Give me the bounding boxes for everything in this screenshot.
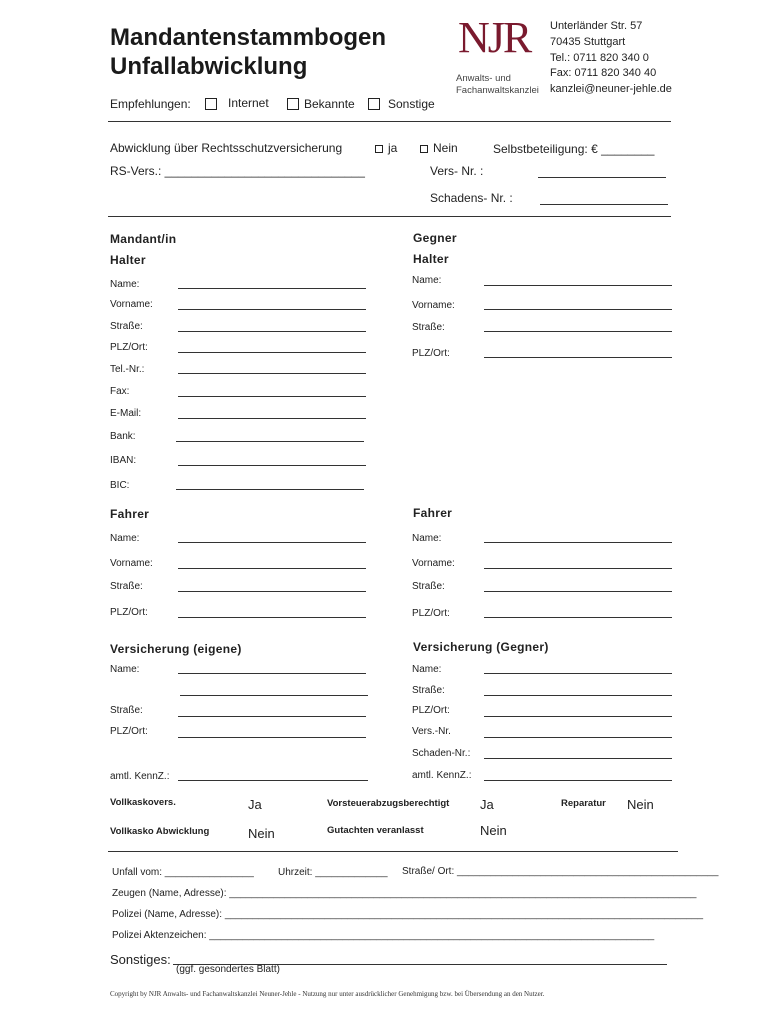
field-label: Straße: bbox=[110, 321, 143, 332]
vers-nr-label: Vers- Nr. : bbox=[430, 164, 484, 178]
field-line[interactable] bbox=[484, 591, 672, 592]
nein-checkbox[interactable] bbox=[420, 145, 428, 153]
field-label: PLZ/Ort: bbox=[110, 342, 148, 353]
vollkasko-value[interactable]: Ja bbox=[248, 797, 262, 812]
vorsteuer-label: Vorsteuerabzugsberechtigt bbox=[327, 798, 450, 809]
field-line[interactable] bbox=[484, 780, 672, 781]
unfall-vom-field[interactable]: Unfall vom: ________________ bbox=[112, 867, 254, 878]
vers-nr-line[interactable] bbox=[538, 177, 666, 178]
versicherung-eigene-heading: Versicherung (eigene) bbox=[110, 642, 242, 656]
field-line[interactable] bbox=[178, 591, 366, 592]
field-label: Name: bbox=[412, 664, 442, 675]
address-city: 70435 Stuttgart bbox=[550, 36, 626, 48]
field-label: amtl. KennZ.: bbox=[110, 771, 170, 782]
field-label: Name: bbox=[110, 533, 140, 544]
ja-label: ja bbox=[388, 141, 398, 155]
field-line[interactable] bbox=[484, 542, 672, 543]
gegner-heading: Gegner bbox=[413, 231, 457, 245]
fahrer-right-heading: Fahrer bbox=[413, 506, 453, 520]
bekannte-checkbox[interactable] bbox=[287, 98, 299, 110]
field-label: Vorname: bbox=[110, 299, 153, 310]
bekannte-label: Bekannte bbox=[304, 97, 355, 111]
field-label: Name: bbox=[412, 275, 442, 286]
fahrer-left-heading: Fahrer bbox=[110, 507, 150, 521]
field-line[interactable] bbox=[178, 465, 366, 466]
field-line[interactable] bbox=[484, 568, 672, 569]
field-line[interactable] bbox=[178, 673, 366, 674]
strasse-ort-field[interactable]: Straße/ Ort: _______________________________________________ bbox=[402, 866, 719, 877]
field-label: Bank: bbox=[110, 431, 136, 442]
field-label: Name: bbox=[110, 279, 140, 290]
address-fax: Fax: 0711 820 340 40 bbox=[550, 67, 657, 79]
gutachten-label: Gutachten veranlasst bbox=[327, 825, 424, 836]
field-line[interactable] bbox=[176, 441, 364, 442]
sonstiges-note: (ggf. gesondertes Blatt) bbox=[176, 964, 280, 975]
field-label: Vorname: bbox=[412, 558, 455, 569]
rs-vers-field[interactable]: RS-Vers.: ______________________________ bbox=[110, 164, 365, 178]
ja-checkbox[interactable] bbox=[375, 145, 383, 153]
address-street: Unterländer Str. 57 bbox=[550, 20, 643, 32]
sonstiges-label: Sonstiges: bbox=[110, 952, 171, 967]
field-label: amtl. KennZ.: bbox=[412, 770, 472, 781]
field-line[interactable] bbox=[484, 716, 672, 717]
field-line[interactable] bbox=[176, 489, 364, 490]
field-line[interactable] bbox=[178, 716, 366, 717]
field-line[interactable] bbox=[178, 542, 366, 543]
field-line[interactable] bbox=[484, 758, 672, 759]
field-label: Straße: bbox=[412, 322, 445, 333]
field-label: Vers.-Nr. bbox=[412, 726, 451, 737]
field-label: E-Mail: bbox=[110, 408, 142, 419]
divider bbox=[108, 851, 678, 852]
field-label: PLZ/Ort: bbox=[110, 607, 148, 618]
field-line[interactable] bbox=[484, 617, 672, 618]
divider bbox=[108, 121, 671, 122]
uhrzeit-field[interactable]: Uhrzeit: _____________ bbox=[278, 867, 388, 878]
field-label: PLZ/Ort: bbox=[412, 705, 450, 716]
field-line[interactable] bbox=[178, 568, 366, 569]
field-label: Vorname: bbox=[412, 300, 455, 311]
field-label: Straße: bbox=[412, 581, 445, 592]
zeugen-field[interactable]: Zeugen (Name, Adresse): ____________________________________________________________________________________ bbox=[112, 888, 697, 899]
address-email: kanzlei@neuner-jehle.de bbox=[550, 83, 672, 95]
schaden-nr-line[interactable] bbox=[540, 204, 668, 205]
field-line[interactable] bbox=[178, 737, 366, 738]
field-line[interactable] bbox=[178, 396, 366, 397]
logo-sub-1: Anwalts- und bbox=[456, 73, 511, 84]
field-label: Fax: bbox=[110, 386, 130, 397]
field-line[interactable] bbox=[178, 780, 368, 781]
field-line[interactable] bbox=[178, 309, 366, 310]
njr-logo: NJR bbox=[458, 13, 531, 62]
field-line[interactable] bbox=[484, 285, 672, 286]
field-line[interactable] bbox=[484, 673, 672, 674]
polizei-aktenzeichen-field[interactable]: Polizei Aktenzeichen: ________________________________________________________________________________ bbox=[112, 930, 655, 941]
field-line[interactable] bbox=[178, 418, 366, 419]
sonstige-checkbox[interactable] bbox=[368, 98, 380, 110]
internet-checkbox[interactable] bbox=[205, 98, 217, 110]
field-label: Straße: bbox=[110, 581, 143, 592]
field-label: PLZ/Ort: bbox=[110, 726, 148, 737]
selbstbeteiligung-field[interactable]: Selbstbeteiligung: € ________ bbox=[493, 142, 655, 156]
mandant-heading: Mandant/in bbox=[110, 232, 177, 246]
field-line[interactable] bbox=[178, 373, 366, 374]
field-label: IBAN: bbox=[110, 455, 137, 466]
field-label: Straße: bbox=[110, 705, 143, 716]
field-line[interactable] bbox=[484, 695, 672, 696]
field-label: PLZ/Ort: bbox=[412, 348, 450, 359]
field-line[interactable] bbox=[484, 331, 672, 332]
field-label: Name: bbox=[110, 664, 140, 675]
nein-label: Nein bbox=[433, 141, 458, 155]
logo-sub-2: Fachanwaltskanzlei bbox=[456, 85, 539, 96]
field-line[interactable] bbox=[178, 617, 366, 618]
internet-label: Internet bbox=[228, 96, 269, 110]
vollkasko-label: Vollkaskovers. bbox=[110, 797, 176, 808]
page-title-line2: Unfallabwicklung bbox=[110, 53, 308, 80]
field-label: BIC: bbox=[110, 480, 130, 491]
divider bbox=[108, 216, 671, 217]
rechtsschutz-label: Abwicklung über Rechtsschutzversicherung bbox=[110, 141, 343, 155]
page-title-line1: Mandantenstammbogen bbox=[110, 24, 387, 51]
field-line[interactable] bbox=[484, 309, 672, 310]
field-line[interactable] bbox=[178, 352, 366, 353]
vorsteuer-value[interactable]: Ja bbox=[480, 797, 494, 812]
field-label: Tel.-Nr.: bbox=[110, 364, 145, 375]
field-label: Vorname: bbox=[110, 558, 153, 569]
field-line[interactable] bbox=[484, 737, 672, 738]
field-line[interactable] bbox=[484, 357, 672, 358]
halter-right-heading: Halter bbox=[413, 252, 449, 266]
field-label: Schaden-Nr.: bbox=[412, 748, 471, 759]
vk-abwicklung-label: Vollkasko Abwicklung bbox=[110, 826, 210, 837]
gutachten-value[interactable]: Nein bbox=[480, 823, 507, 838]
versicherung-gegner-heading: Versicherung (Gegner) bbox=[413, 640, 549, 654]
recommendations-label: Empfehlungen: bbox=[110, 97, 191, 111]
halter-left-heading: Halter bbox=[110, 253, 146, 267]
schaden-nr-label: Schadens- Nr. : bbox=[430, 191, 513, 205]
reparatur-label: Reparatur bbox=[561, 798, 606, 809]
field-label: PLZ/Ort: bbox=[412, 608, 450, 619]
field-line[interactable] bbox=[180, 695, 368, 696]
polizei-field[interactable]: Polizei (Name, Adresse): ______________________________________________________________________________________ bbox=[112, 909, 704, 920]
field-label: Straße: bbox=[412, 685, 445, 696]
reparatur-value[interactable]: Nein bbox=[627, 797, 654, 812]
vk-abwicklung-value[interactable]: Nein bbox=[248, 826, 275, 841]
field-line[interactable] bbox=[178, 288, 366, 289]
copyright-footer: Copyright by NJR Anwalts- und Fachanwaltskanzlei Neuner-Jehle - Nutzung nur unter ausdrücklicher Genehmigung bzw. bei Übersendung an den Nutzer. bbox=[110, 990, 545, 998]
field-label: Name: bbox=[412, 533, 442, 544]
address-tel: Tel.: 0711 820 340 0 bbox=[550, 52, 649, 64]
sonstige-label: Sonstige bbox=[388, 97, 435, 111]
field-line[interactable] bbox=[178, 331, 366, 332]
